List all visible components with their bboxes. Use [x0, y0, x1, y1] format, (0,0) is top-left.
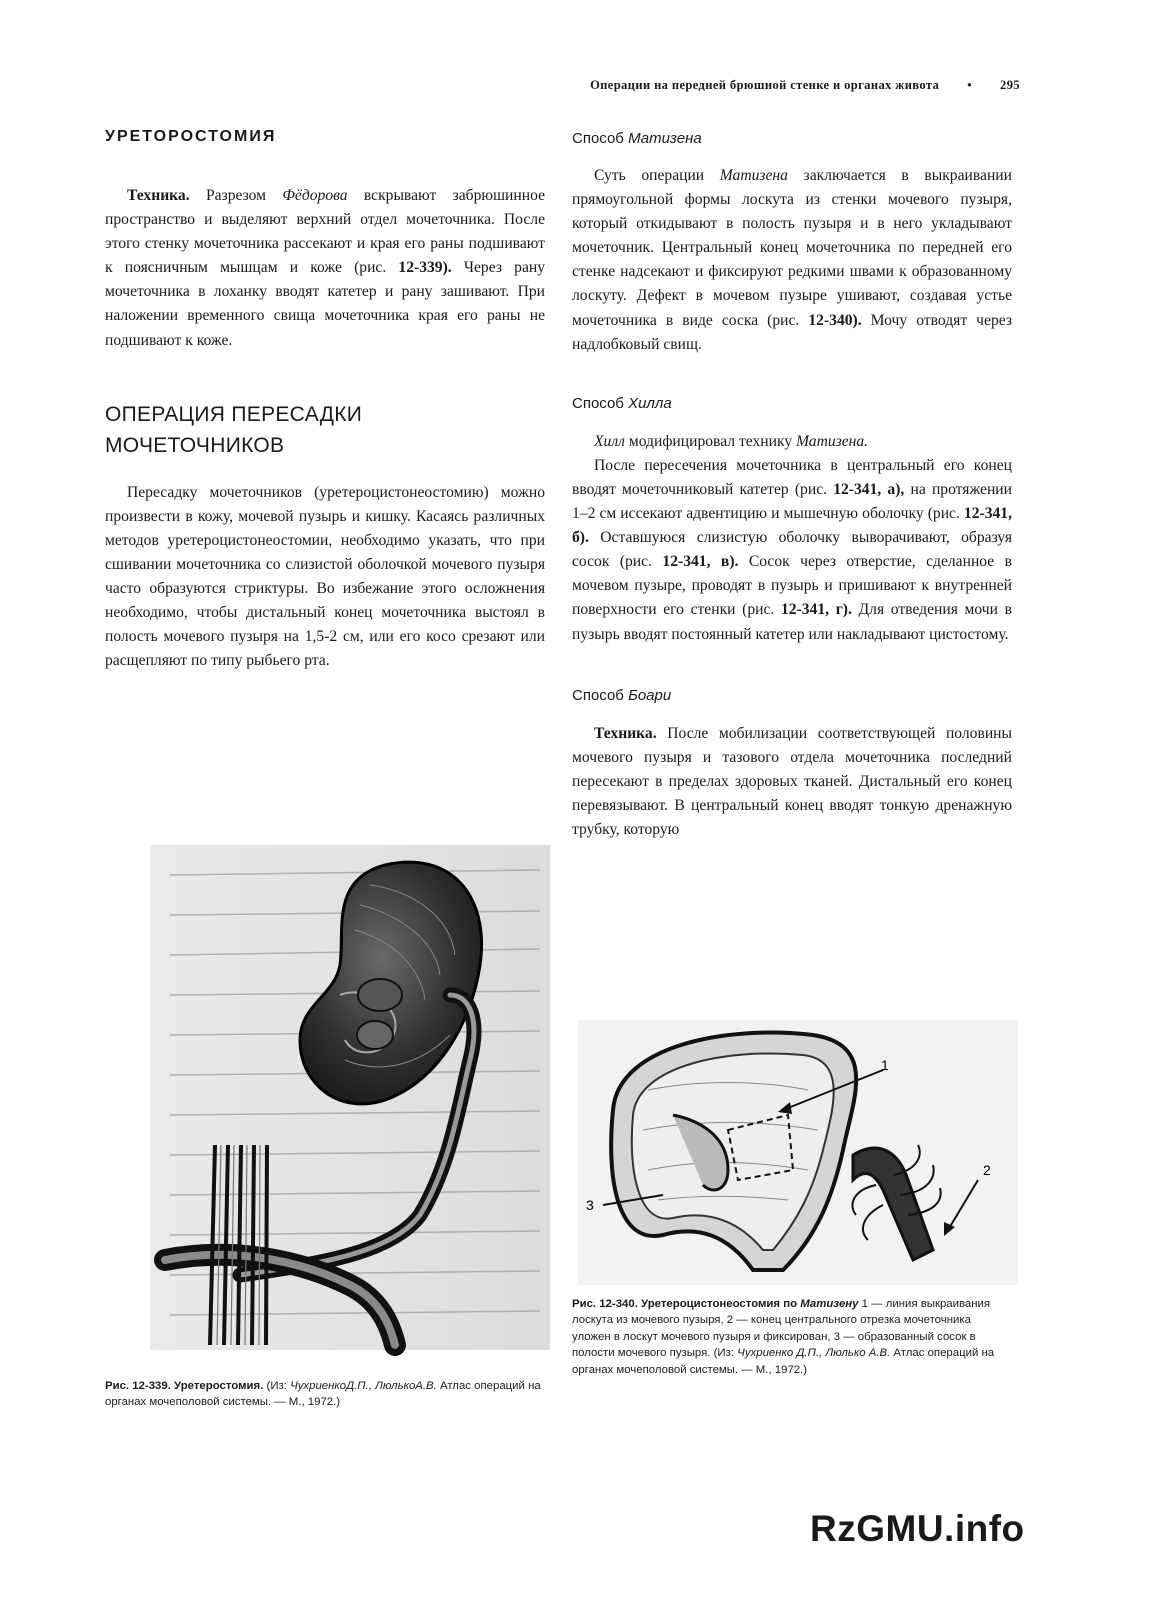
header-bullet: • — [967, 78, 973, 92]
ureterostomy-paragraph — [105, 184, 545, 353]
matisen-paragraph — [572, 164, 1012, 357]
hill-intro — [572, 430, 1012, 454]
author-name: Матизена — [719, 167, 788, 184]
technique-label: Техника. — [594, 724, 657, 742]
text-span: После пересечения мочеточника в центральный его конец вводят мочеточниковый катетер (рис. — [572, 456, 1012, 498]
fig340-label-3: 3 — [586, 1197, 594, 1213]
text-span: заключается в выкраивании прямоугольной формы лоскута из стенки мочевого пузыря, который откидывают в полость пузыря и в него укладывают мочеточник. Центральный конец мочеточника по передней его стенке надсекают и фиксируют редкими швами к образованному лоскуту. Дефект в мочевом пузыре ушивают, создавая устье мочеточника в виде соска (рис. — [572, 167, 1012, 329]
title-text: Способ — [572, 394, 629, 412]
title-name: Боари — [628, 686, 672, 704]
title-line: МОЧЕТОЧНИКОВ — [105, 433, 285, 457]
method-title-boari — [572, 687, 1012, 704]
technique-label: Техника. — [127, 187, 190, 204]
transplant-paragraph: Пересадку мочеточников (уретероцистонеостомию) можно произвести в кожу, мочевой пузырь и кишку. Касаясь различных методов уретероцистонеостомии, необходимо указать, что при сшивании мочеточника со слизистой оболочкой мочевого пузыря часто образуются стриктуры. Во избежание этого осложнения необходимо, чтобы дистальный конец мочеточника выстоял в полость мочевого пузыря на 1,5-2 см, или его косо срезают или расщепляют по типу рыбьего рта. — [105, 483, 545, 670]
text-span: Суть операции — [594, 167, 720, 184]
caption-label: Рис. 12-339. Уретеростомия. — [105, 1380, 264, 1392]
title-line: ОПЕРАЦИЯ ПЕРЕСАДКИ — [105, 402, 363, 426]
caption-label: Рис. 12-340. Уретероцистонеостомия по — [572, 1298, 801, 1310]
fig340-label-1: 1 — [881, 1057, 889, 1073]
left-column — [105, 128, 545, 673]
text-span: Для отведения мочи в пузырь вводят постоянный катетер или накладывают цистостому. — [572, 601, 1013, 643]
figure-ref: 12-341, а), — [833, 480, 905, 498]
text-span: Оставшуюся слизистую оболочку выворачивают, образуя сосок (рис. — [572, 529, 1012, 571]
text-span: Через рану мочеточника в лоханку вводят катетер и рану зашивают. При наложении временного свища мочеточника края его раны не подшивают к коже. — [105, 259, 546, 349]
method-title-matisen — [572, 130, 1012, 147]
author-name: Фёдорова — [282, 187, 348, 204]
text-span: модифицировал технику — [624, 432, 797, 450]
text-span: После мобилизации соответствующей половины мочевого пузыря и тазового отдела мочеточника последний пересекают в пределах здоровых тканей. Дистальный его конец перевязывают. В центральный конец вводят тонкую дренажную трубку, которую — [572, 724, 1012, 838]
figure-12-339-kidney — [150, 845, 550, 1365]
caption-authors: ЧухриенкоД.П., ЛюлькоА.В. — [290, 1380, 437, 1392]
author-name: Матизена. — [796, 432, 869, 450]
section-title-transplant — [105, 399, 545, 461]
figure-ref: 12-341, в). — [662, 553, 739, 571]
title-text: Способ — [572, 686, 629, 704]
figure-ref: 12-341, б). — [572, 505, 1012, 547]
section-title-ureterostomy: УРЕТОРОСТОМИЯ — [105, 128, 277, 145]
title-name: Хилла — [628, 394, 672, 412]
right-column — [572, 130, 1012, 842]
caption-authors: Чухриенко Д.П., Люлько А.В. — [737, 1347, 891, 1360]
running-header — [380, 78, 1020, 93]
text-span: на протяжении 1–2 см иссекают адвентицию и мышечную оболочку (рис. — [572, 480, 1012, 523]
caption-name: Матизену — [800, 1298, 859, 1310]
page-number: 295 — [1000, 78, 1020, 92]
running-title: Операции на передней брюшной стенке и органах живота — [590, 78, 940, 92]
title-text: Способ — [572, 130, 629, 147]
text-span: Разрезом — [189, 187, 283, 204]
hill-paragraph — [572, 454, 1012, 647]
author-name: Хилл — [594, 432, 625, 450]
figure-ref: 12-341, г). — [780, 601, 852, 619]
figure-12-340-bladder — [578, 1020, 1018, 1285]
caption-text: Атлас операций на органах мочеполовой системы. — М., 1972.) — [572, 1347, 995, 1376]
text-span: Сосок через отверстие, сделанное в мочевом пузыре, проводят в пузырь и пришивают к внутренней поверхности его стенки (рис. — [572, 553, 1012, 619]
boari-paragraph — [572, 722, 1012, 842]
caption-text: Атлас операций на органах мочеполовой системы. — М., 1972.) — [105, 1380, 541, 1409]
method-title-hill — [572, 395, 1012, 412]
caption-text: 1 — линия выкраивания лоскута из мочевого пузыря, 2 — конец центрального отрезка мочеточника уложен в лоскут мочевого пузыря и фиксирован, 3 — образованный сосок в полости мочевого пузыря. (Из: — [572, 1298, 991, 1360]
title-name: Матизена — [628, 130, 702, 147]
text-span: Мочу отводят через надлобковый свищ. — [572, 311, 1013, 353]
figure-12-340-caption — [572, 1296, 1012, 1378]
text-span: вскрывают забрюшинное пространство и выделяют верхний отдел мочеточника. После этого стенку мочеточника рассекают и края его раны подшивают к поясничным мышцам и коже (рис. — [105, 187, 545, 277]
figure-12-339-caption — [105, 1378, 545, 1411]
caption-text: (Из: — [263, 1380, 291, 1392]
watermark: RzGMU.info — [810, 1508, 1025, 1549]
fig340-label-2: 2 — [983, 1162, 991, 1178]
figure-ref: 12-340). — [808, 311, 862, 329]
figure-ref: 12-339). — [398, 259, 452, 277]
